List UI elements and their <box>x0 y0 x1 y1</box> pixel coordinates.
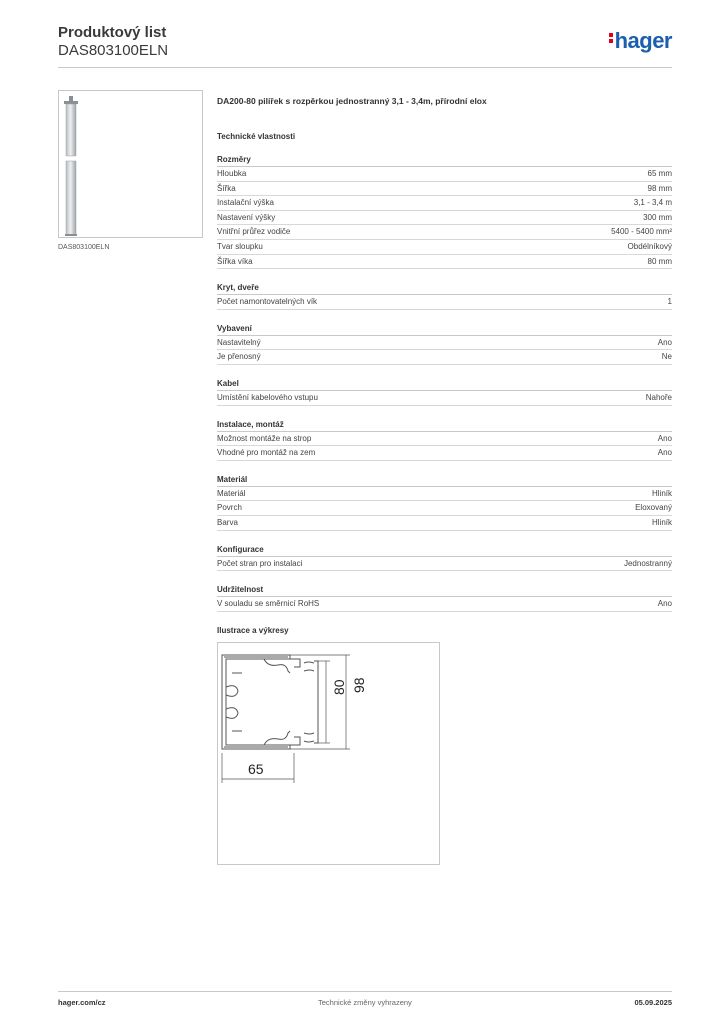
spec-label: Materiál <box>217 488 246 498</box>
spec-value: Jednostranný <box>623 558 672 568</box>
section-title: Rozměry <box>217 155 672 167</box>
spec-label: Šířka <box>217 183 236 193</box>
spec-value: Ano <box>657 599 672 609</box>
spec-value: Hliník <box>651 488 672 498</box>
footer-website: hager.com/cz <box>58 998 106 1007</box>
cross-section-drawing <box>217 642 440 865</box>
spec-row <box>217 336 672 351</box>
dim-depth-label: 65 <box>248 761 264 777</box>
spec-row <box>217 501 672 516</box>
product-thumbnail <box>58 90 203 238</box>
spec-row <box>217 350 672 365</box>
spec-label: Nastavitelný <box>217 337 261 347</box>
spec-label: Vnitřní průřez vodiče <box>217 227 291 237</box>
spec-value: Eloxovaný <box>635 503 672 513</box>
spec-section <box>217 155 672 269</box>
spec-row <box>217 240 672 255</box>
product-name: DA200-80 pilířek s rozpěrkou jednostranný 3,1 - 3,4m, přírodní elox <box>217 96 487 106</box>
spec-label: Možnost montáže na strop <box>217 433 312 443</box>
spec-sections <box>217 155 672 612</box>
document-title: Produktový list <box>58 24 167 41</box>
spec-value: Ano <box>657 448 672 458</box>
dim-width-label: 98 <box>351 677 367 693</box>
spec-section <box>217 420 672 461</box>
footer-divider <box>58 991 672 992</box>
spec-value: Obdélníkový <box>627 241 672 251</box>
section-title: Kabel <box>217 379 672 391</box>
spec-value: 5400 - 5400 mm² <box>611 227 672 237</box>
spec-label: V souladu se směrnicí RoHS <box>217 599 320 609</box>
spec-label: Tvar sloupku <box>217 241 263 251</box>
spec-row <box>217 516 672 531</box>
hager-logo: hager <box>609 28 672 54</box>
spec-label: Počet stran pro instalaci <box>217 558 303 568</box>
spec-row <box>217 182 672 197</box>
spec-value: 300 mm <box>643 212 672 222</box>
section-title: Kryt, dveře <box>217 283 672 295</box>
footer-date: 05.09.2025 <box>634 998 672 1007</box>
spec-label: Je přenosný <box>217 352 261 362</box>
spec-label: Šířka víka <box>217 256 253 266</box>
spec-value: 80 mm <box>647 256 672 266</box>
spec-value: 1 <box>667 297 672 307</box>
pillar-image-icon <box>59 91 204 239</box>
spec-row <box>217 391 672 406</box>
spec-row <box>217 446 672 461</box>
spec-label: Povrch <box>217 503 242 513</box>
spec-label: Umístění kabelového vstupu <box>217 392 318 402</box>
spec-value: Ano <box>657 337 672 347</box>
technical-properties-heading: Technické vlastnosti <box>217 132 296 141</box>
spec-value: Ano <box>657 433 672 443</box>
product-details <box>217 96 672 635</box>
illustrations-heading: Ilustrace a výkresy <box>217 625 289 635</box>
spec-section <box>217 585 672 612</box>
spec-label: Instalační výška <box>217 198 274 208</box>
spec-label: Barva <box>217 517 238 527</box>
thumbnail-caption: DAS803100ELN <box>58 244 110 251</box>
spec-row <box>217 225 672 240</box>
profile-drawing-icon <box>218 643 441 866</box>
spec-section <box>217 545 672 572</box>
illustrations-section <box>217 626 672 635</box>
section-title: Konfigurace <box>217 545 672 557</box>
spec-row <box>217 557 672 572</box>
spec-section <box>217 283 672 310</box>
document-header <box>58 24 168 60</box>
spec-value: Nahoře <box>645 392 672 402</box>
spec-section <box>217 379 672 406</box>
spec-row <box>217 167 672 182</box>
spec-label: Nastavení výšky <box>217 212 276 222</box>
spec-label: Počet namontovatelných vík <box>217 297 318 307</box>
spec-value: Hliník <box>651 517 672 527</box>
footer-disclaimer: Technické změny vyhrazeny <box>318 998 412 1007</box>
spec-label: Hloubka <box>217 169 247 178</box>
spec-value: 98 mm <box>647 183 672 193</box>
dim-cover-label: 80 <box>331 679 347 695</box>
spec-row <box>217 211 672 226</box>
section-title: Vybavení <box>217 324 672 336</box>
spec-value: Ne <box>661 352 672 362</box>
spec-label: Vhodné pro montáž na zem <box>217 448 316 458</box>
spec-row <box>217 196 672 211</box>
spec-row <box>217 295 672 310</box>
spec-row <box>217 487 672 502</box>
spec-section <box>217 324 672 365</box>
spec-row <box>217 255 672 270</box>
spec-row <box>217 597 672 612</box>
logo-dots-icon <box>609 31 613 45</box>
spec-value: 65 mm <box>647 169 672 178</box>
section-title: Instalace, montáž <box>217 420 672 432</box>
section-title: Udržitelnost <box>217 585 672 597</box>
spec-value: 3,1 - 3,4 m <box>633 198 672 208</box>
spec-section <box>217 475 672 531</box>
header-divider <box>58 67 672 68</box>
product-code: DAS803100ELN <box>58 42 169 59</box>
section-title: Materiál <box>217 475 672 487</box>
spec-row <box>217 432 672 447</box>
